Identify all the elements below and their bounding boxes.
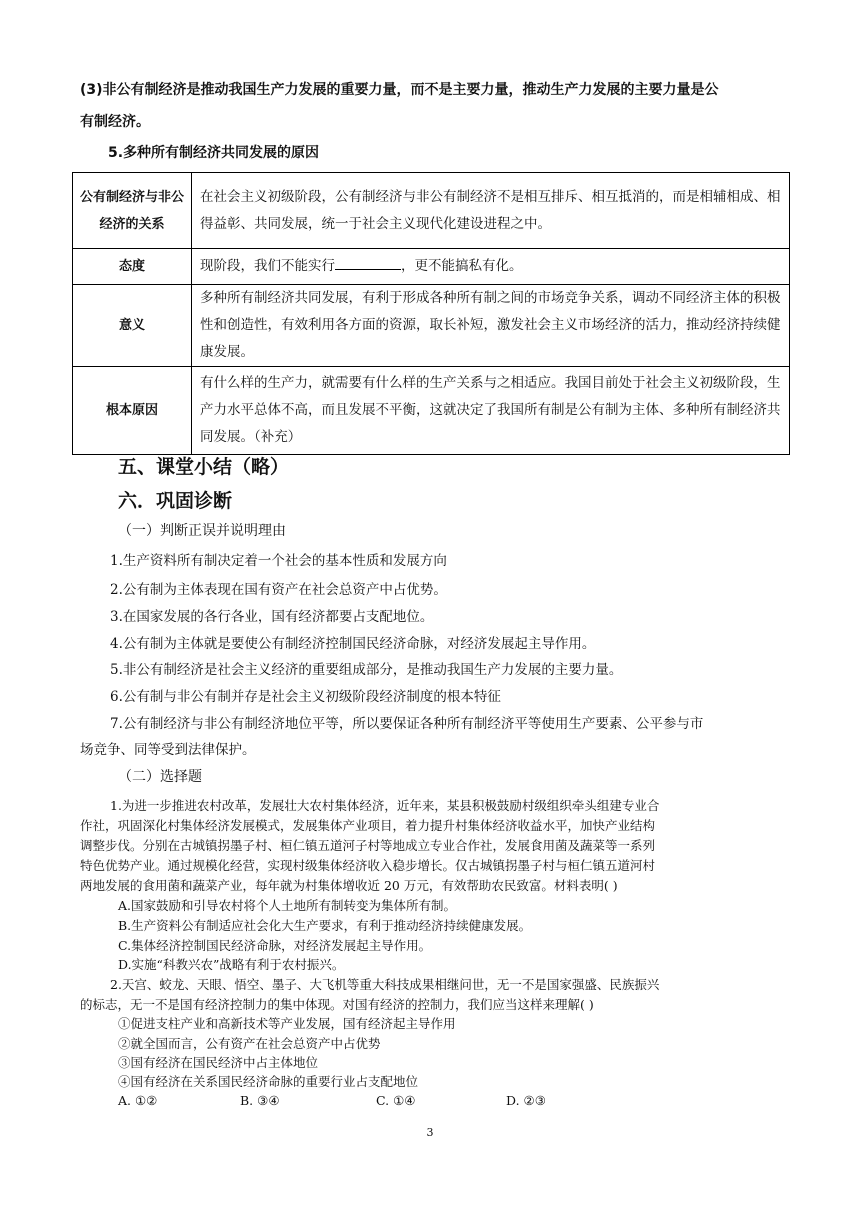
row-head: 意义 [73,285,192,367]
part-1-title: （一）判断正误并说明理由 [118,523,286,539]
q2-statement: ②就全国而言，公有资产在社会总资产中占优势 [118,1036,381,1051]
q1-stem-line: 调整步伐。分别在古城镇拐墨子村、桓仁镇五道河子村等地成立专业合作社，发展食用菌及蔬菜等一系列 [80,838,656,853]
q2-choice-d: D. ②③ [506,1093,546,1108]
q1-stem-line: 作社，巩固深化村集体经济发展模式，发展集体产业项目，着力提升村集体经济收益水平，加快产业结构 [80,818,656,833]
judgment-item: 6.公有制与非公有制并存是社会主义初级阶段经济制度的根本特征 [110,689,501,705]
judgment-item: 3.在国家发展的各行各业，国有经济都要占支配地位。 [110,609,434,625]
attitude-text-after: ，更不能搞私有化。 [401,258,523,274]
q1-option-c: C.集体经济控制国民经济命脉，对经济发展起主导作用。 [118,938,432,953]
table-row [73,367,790,455]
section-five-heading: 五、课堂小结（略） [118,456,290,478]
q1-option-b: B.生产资料公有制适应社会化大生产要求，有利于推动经济持续健康发展。 [118,918,532,933]
q1-option-d: D.实施“科教兴农”战略有利于农村振兴。 [118,957,345,972]
fill-blank[interactable] [335,255,401,270]
table-row [73,173,790,249]
q1-stem-line: 两地发展的食用菌和蔬菜产业，每年就为村集体增收近 20 万元，有效帮助农民致富。材料表明( ) [80,878,618,893]
judgment-item: 2.公有制为主体表现在国有资产在社会总资产中占优势。 [110,582,447,598]
attitude-text-before: 现阶段，我们不能实行 [200,258,335,274]
intro-line-1: (3)非公有制经济是推动我国生产力发展的重要力量，而不是主要力量，推动生产力发展的主要力量是公 [80,82,719,98]
intro-line-2: 有制经济。 [80,114,150,130]
q1-option-a: A.国家鼓励和引导农村将个人土地所有制转变为集体所有制。 [118,898,457,913]
row-head: 根本原因 [73,367,192,455]
judgment-item: 1.生产资料所有制决定着一个社会的基本性质和发展方向 [110,553,447,569]
row-content: 有什么样的生产力，就需要有什么样的生产关系与之相适应。我国目前处于社会主义初级阶段，生产力水平总体不高，而且发展不平衡，这就决定了我国所有制是公有制为主体、多种所有制经济共同发展。（补充） [192,367,790,455]
table-row [73,249,790,285]
part-2-title: （二）选择题 [118,769,202,785]
q1-stem-line: 特色优势产业。通过规模化经营，实现村级集体经济收入稳步增长。仅古城镇拐墨子村与桓仁镇五道河村 [80,858,656,873]
row-head: 公有制经济与非公经济的关系 [73,173,192,249]
q2-stem-line: 的标志，无一不是国有经济控制力的集中体现。对国有经济的控制力，我们应当这样来理解( ) [80,997,594,1012]
row-content: 多种所有制经济共同发展，有利于形成各种所有制之间的市场竞争关系，调动不同经济主体的积极性和创造性，有效利用各方面的资源，取长补短，激发社会主义市场经济的活力，推动经济持续健康发展。 [192,285,790,367]
q2-choice-b: B. ③④ [240,1093,280,1108]
row-head: 态度 [73,249,192,285]
section-six-heading: 六．巩固诊断 [118,490,233,512]
causes-table [72,172,790,455]
table-row [73,285,790,367]
section-5-title: 5.多种所有制经济共同发展的原因 [108,145,320,161]
q2-statement: ①促进支柱产业和高新技术等产业发展，国有经济起主导作用 [118,1016,456,1031]
judgment-item: 7.公有制经济与非公有制经济地位平等，所以要保证各种所有制经济平等使用生产要素、公平参与市 [110,716,704,732]
row-content: 在社会主义初级阶段，公有制经济与非公有制经济不是相互排斥、相互抵消的，而是相辅相成、相得益彰、共同发展，统一于社会主义现代化建设进程之中。 [192,173,790,249]
q2-statement: ③国有经济在国民经济中占主体地位 [118,1055,319,1070]
q2-statement: ④国有经济在关系国民经济命脉的重要行业占支配地位 [118,1074,419,1089]
judgment-item: 5.非公有制经济是社会主义经济的重要组成部分，是推动我国生产力发展的主要力量。 [110,662,623,678]
judgment-item: 4.公有制为主体就是要使公有制经济控制国民经济命脉，对经济发展起主导作用。 [110,636,596,652]
q2-choice-a: A. ①② [118,1093,158,1108]
q1-stem-line: 1.为进一步推进农村改革，发展壮大农村集体经济，近年来，某县积极鼓励村级组织牵头组建专业合 [110,798,660,813]
judgment-item-continued: 场竞争、同等受到法律保护。 [80,742,256,758]
row-content [192,249,790,285]
q2-choice-c: C. ①④ [376,1093,416,1108]
page-number: 3 [426,1126,434,1139]
q2-stem-line: 2.天宫、蛟龙、天眼、悟空、墨子、大飞机等重大科技成果相继问世，无一不是国家强盛、民族振兴 [110,977,660,992]
